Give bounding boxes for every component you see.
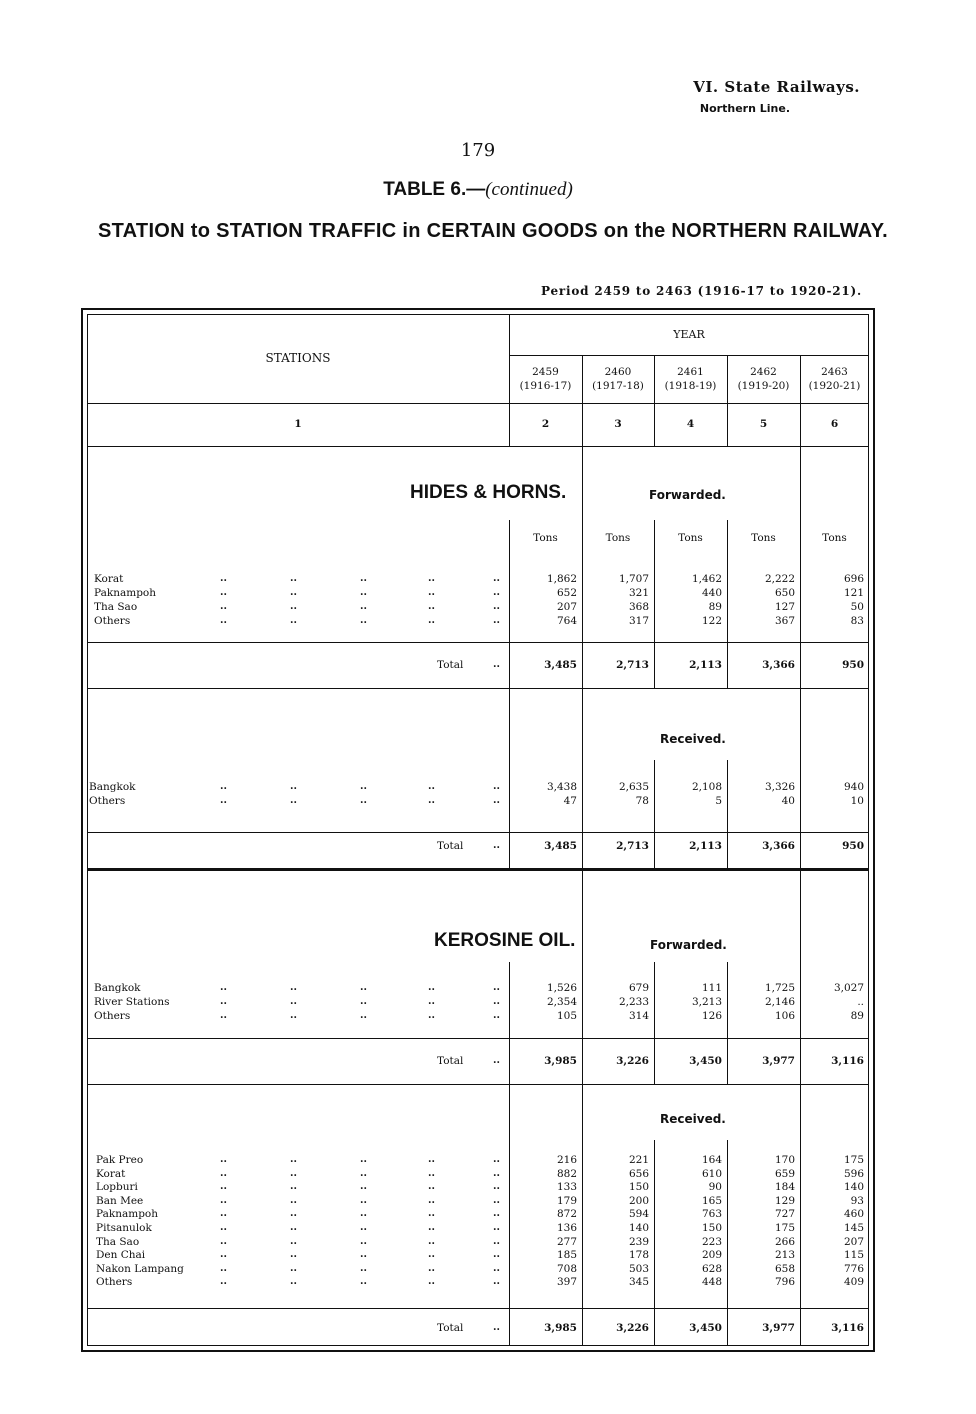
- total-divider: [87, 832, 869, 833]
- col-number: 2: [541, 418, 550, 430]
- total-cell: 3,226: [616, 1322, 649, 1334]
- leader-dots: ..: [493, 1181, 500, 1193]
- table-cell: 221: [628, 1154, 649, 1166]
- table-cell: 3,326: [764, 781, 795, 793]
- station-name: Lopburi: [96, 1181, 138, 1194]
- total-cell: 3,485: [544, 659, 577, 671]
- table-cell: 277: [556, 1235, 577, 1248]
- leader-dots: ..: [493, 1235, 500, 1247]
- category-title: HIDES & HORNS.: [410, 482, 567, 503]
- table-cell: 140: [628, 1222, 649, 1234]
- leader-dots: ..: [493, 1055, 500, 1066]
- total-cell: 3,366: [762, 840, 795, 852]
- leader-dots: ..: [290, 1235, 297, 1247]
- table-cell: 179: [556, 1194, 577, 1207]
- table-cell: 1,526: [546, 982, 577, 994]
- table-cell: 321: [628, 587, 649, 599]
- table-cell: 368: [628, 601, 649, 613]
- leader-dots: ..: [290, 615, 297, 626]
- stations-header: STATIONS: [265, 351, 331, 365]
- leader-dots: ..: [220, 1194, 227, 1206]
- leader-dots: ..: [360, 1276, 367, 1288]
- table-cell: 10: [850, 795, 864, 807]
- table-cell: 185: [556, 1249, 577, 1262]
- leader-dots: ..: [290, 996, 297, 1007]
- table-cell: 2,635: [618, 781, 649, 793]
- table-cell: 165: [701, 1194, 722, 1207]
- leader-dots: ..: [428, 1222, 435, 1233]
- table-cell: 397: [556, 1276, 577, 1289]
- table-cell: 882: [556, 1167, 577, 1180]
- table-cell: 3,027: [833, 982, 864, 994]
- leader-dots: ..: [428, 1181, 435, 1193]
- table-cell: 448: [701, 1276, 722, 1289]
- received-label: Received.: [660, 1112, 726, 1126]
- leader-dots: ..: [493, 1154, 500, 1165]
- station-name: Tha Sao: [94, 601, 138, 613]
- leader-dots: ..: [220, 587, 227, 598]
- total-cell: 3,450: [689, 1055, 722, 1067]
- total-divider: [87, 1038, 869, 1039]
- table-cell: 121: [843, 587, 864, 599]
- table-cell: 503: [628, 1262, 649, 1275]
- period-label: Period 2459 to 2463 (1916-17 to 1920-21).: [540, 284, 862, 298]
- table-cell: 150: [628, 1181, 649, 1194]
- section-subtitle: Northern Line.: [699, 102, 790, 115]
- year-be: 2462: [750, 366, 777, 378]
- leader-dots: ..: [220, 601, 227, 612]
- table-cell: 126: [701, 1010, 722, 1022]
- table-cell: 872: [556, 1208, 577, 1221]
- col-number: 5: [759, 418, 768, 430]
- leader-dots: ..: [428, 781, 435, 792]
- table-cell: 650: [774, 587, 795, 599]
- leader-dots: ..: [428, 601, 435, 612]
- leader-dots: ..: [428, 795, 435, 806]
- table-cell: 2,222: [764, 573, 795, 585]
- table-cell: 594: [628, 1208, 649, 1221]
- leader-dots: ..: [493, 573, 500, 584]
- leader-dots: ..: [493, 1262, 500, 1274]
- leader-dots: ..: [360, 1154, 367, 1165]
- total-cell: 3,985: [544, 1322, 577, 1334]
- leader-dots: ..: [220, 1262, 227, 1274]
- section-title: VI. State Railways.: [693, 78, 860, 96]
- year-be: 2461: [677, 366, 704, 378]
- leader-dots: ..: [220, 795, 227, 806]
- received-label: Received.: [660, 732, 726, 746]
- table-cell: 764: [556, 615, 577, 627]
- leader-dots: ..: [290, 573, 297, 584]
- table-cell: 90: [708, 1181, 722, 1194]
- table-cell: 679: [628, 982, 649, 994]
- table-cell: 940: [843, 781, 864, 793]
- table-cell: 89: [708, 601, 722, 613]
- table-cell: 317: [628, 615, 649, 627]
- page-number: 179: [460, 140, 496, 161]
- table-cell: 89: [850, 1010, 864, 1022]
- table-cell: 106: [774, 1010, 795, 1022]
- leader-dots: ..: [220, 1249, 227, 1261]
- total-cell: 3,985: [544, 1055, 577, 1067]
- station-name: Korat: [94, 573, 124, 585]
- leader-dots: ..: [220, 1276, 227, 1288]
- year-ce: (1916-17): [519, 380, 572, 392]
- forwarded-label: Forwarded.: [650, 938, 727, 952]
- leader-dots: ..: [428, 982, 435, 993]
- leader-dots: ..: [220, 1181, 227, 1193]
- table-cell: 2,354: [546, 996, 577, 1008]
- table-cell: 127: [774, 601, 795, 613]
- table-cell: 164: [701, 1154, 722, 1166]
- total-cell: 3,116: [831, 1055, 864, 1067]
- station-name: Others: [96, 1276, 133, 1289]
- total-label: Total: [437, 1055, 464, 1067]
- table-cell: 1,707: [618, 573, 649, 585]
- leader-dots: ..: [360, 1249, 367, 1261]
- year-ce: (1917-18): [592, 380, 644, 392]
- year-ce: (1918-19): [664, 380, 717, 392]
- col-number: 1: [294, 418, 302, 430]
- table-cell: 628: [701, 1262, 722, 1275]
- table-cell: 178: [628, 1249, 649, 1262]
- unit-label: Tons: [533, 532, 558, 544]
- table-cell: 696: [843, 573, 864, 585]
- total-label: Total: [437, 1322, 464, 1334]
- table-cell: 175: [774, 1222, 795, 1234]
- year-header: YEAR: [673, 328, 705, 341]
- table-cell: 658: [774, 1262, 795, 1275]
- leader-dots: ..: [220, 781, 227, 792]
- leader-dots: ..: [220, 573, 227, 584]
- station-name: Nakon Lampang: [96, 1262, 184, 1275]
- leader-dots: ..: [290, 1181, 297, 1193]
- table-cell: 345: [628, 1276, 649, 1289]
- leader-dots: ..: [493, 1194, 500, 1206]
- leader-dots: ..: [493, 615, 500, 626]
- table-cell: 409: [843, 1276, 864, 1289]
- leader-dots: ..: [360, 573, 367, 584]
- table-cell: 150: [701, 1222, 722, 1234]
- total-cell: 2,713: [616, 840, 649, 852]
- leader-dots: ..: [428, 996, 435, 1007]
- table-cell: 213: [774, 1249, 795, 1262]
- section-divider: [87, 1084, 869, 1085]
- station-name: Bangkok: [94, 982, 141, 994]
- station-name: Others: [89, 795, 126, 807]
- table-cell: 129: [774, 1194, 795, 1207]
- table-cell: 776: [843, 1262, 864, 1275]
- year-divider: [509, 355, 869, 356]
- leader-dots: ..: [220, 1167, 227, 1179]
- leader-dots: ..: [493, 1208, 500, 1220]
- unit-label: Tons: [822, 532, 847, 544]
- total-cell: 3,977: [762, 1322, 795, 1334]
- col-number: 4: [686, 418, 695, 430]
- leader-dots: ..: [493, 996, 500, 1007]
- leader-dots: ..: [428, 1235, 435, 1247]
- leader-dots: ..: [493, 781, 500, 792]
- year-ce: (1920-21): [808, 380, 861, 392]
- section-divider: [87, 688, 869, 689]
- col-line: [509, 688, 510, 832]
- leader-dots: ..: [360, 1010, 367, 1021]
- year-be: 2460: [604, 366, 632, 378]
- leader-dots: ..: [428, 1262, 435, 1274]
- total-cell: 3,366: [762, 659, 795, 671]
- total-cell: 3,116: [831, 1322, 864, 1334]
- leader-dots: ..: [428, 1154, 435, 1165]
- leader-dots: ..: [428, 1010, 435, 1021]
- header-divider: [87, 403, 869, 404]
- col-line: [582, 688, 583, 832]
- leader-dots: ..: [428, 1276, 435, 1288]
- leader-dots: ..: [290, 1194, 297, 1206]
- table-cell: 3,213: [691, 996, 722, 1008]
- leader-dots: ..: [493, 1276, 500, 1288]
- table-cell: 727: [774, 1208, 795, 1221]
- leader-dots: ..: [290, 982, 297, 993]
- table-cell: 239: [628, 1235, 649, 1248]
- table-label: [0, 179, 956, 201]
- total-divider: [87, 1308, 869, 1309]
- table-cell: 266: [774, 1235, 795, 1248]
- category-title: KEROSINE OIL.: [434, 930, 576, 951]
- year-ce: (1919-20): [737, 380, 790, 392]
- table-cell: 207: [556, 601, 577, 613]
- leader-dots: ..: [493, 1249, 500, 1261]
- station-name: Tha Sao: [96, 1235, 140, 1248]
- leader-dots: ..: [493, 795, 500, 806]
- total-cell: 3,450: [689, 1322, 722, 1334]
- leader-dots: ..: [360, 1208, 367, 1220]
- total-cell: 950: [842, 659, 864, 671]
- total-cell: 2,113: [689, 659, 722, 671]
- leader-dots: ..: [290, 795, 297, 806]
- category-divider: [87, 868, 869, 871]
- table-cell: 136: [556, 1222, 577, 1234]
- year-be: 2463: [821, 366, 848, 378]
- leader-dots: ..: [428, 1194, 435, 1206]
- total-cell: 3,485: [544, 840, 577, 852]
- total-label: Total: [437, 840, 464, 852]
- table-cell: 50: [850, 601, 864, 613]
- unit-label: Tons: [605, 532, 631, 544]
- leader-dots: ..: [220, 982, 227, 993]
- station-name: Paknampoh: [94, 587, 157, 599]
- table-cell: 2,233: [618, 996, 649, 1008]
- leader-dots: ..: [428, 1167, 435, 1179]
- station-name: Others: [94, 1010, 131, 1022]
- table-cell: 610: [701, 1167, 722, 1180]
- leader-dots: ..: [360, 1167, 367, 1179]
- leader-dots: ..: [220, 615, 227, 626]
- leader-dots: ..: [360, 601, 367, 612]
- table-cell: 796: [774, 1276, 795, 1289]
- leader-dots: ..: [493, 840, 500, 851]
- leader-dots: ..: [360, 1181, 367, 1193]
- leader-dots: ..: [493, 659, 500, 670]
- total-label: Total: [437, 659, 464, 671]
- col-number: 3: [614, 418, 622, 430]
- unit-label: Tons: [751, 532, 776, 544]
- leader-dots: ..: [493, 1322, 500, 1333]
- leader-dots: ..: [493, 1167, 500, 1179]
- table-cell: 1,462: [691, 573, 722, 585]
- leader-dots: ..: [360, 1262, 367, 1274]
- leader-dots: ..: [220, 996, 227, 1007]
- station-name: Pitsanulok: [96, 1222, 152, 1234]
- table-cell: 83: [850, 615, 864, 627]
- table-cell: 2,108: [691, 781, 722, 793]
- table-cell: 652: [556, 587, 577, 599]
- leader-dots: ..: [428, 615, 435, 626]
- leader-dots: ..: [428, 1249, 435, 1261]
- leader-dots: ..: [360, 795, 367, 806]
- total-cell: 950: [842, 840, 864, 852]
- station-name: Pak Preo: [96, 1154, 144, 1166]
- table-cell: 5: [715, 795, 722, 807]
- year-be: 2459: [532, 366, 559, 378]
- table-cell: 209: [701, 1249, 722, 1262]
- table-cell: 122: [701, 615, 722, 627]
- table-cell: 2,146: [764, 996, 795, 1008]
- table-cell: 170: [774, 1154, 795, 1166]
- table-cell: 708: [556, 1262, 577, 1275]
- table-cell: ..: [857, 996, 864, 1008]
- table-heading: STATION to STATION TRAFFIC in CERTAIN GOODS on the NORTHERN RAILWAY.: [98, 220, 888, 242]
- leader-dots: ..: [360, 615, 367, 626]
- leader-dots: ..: [428, 573, 435, 584]
- table-cell: 115: [843, 1249, 864, 1262]
- leader-dots: ..: [360, 996, 367, 1007]
- table-cell: 140: [843, 1181, 864, 1194]
- table-cell: 105: [556, 1010, 577, 1022]
- leader-dots: ..: [290, 1208, 297, 1220]
- leader-dots: ..: [493, 1222, 500, 1233]
- table-cell: 93: [850, 1194, 864, 1207]
- leader-dots: ..: [493, 1010, 500, 1021]
- station-name: Paknampoh: [96, 1208, 159, 1221]
- total-cell: 3,226: [616, 1055, 649, 1067]
- leader-dots: ..: [290, 1222, 297, 1233]
- col-number: 6: [830, 418, 839, 430]
- leader-dots: ..: [493, 982, 500, 993]
- col-line: [800, 688, 801, 832]
- table-cell: 223: [701, 1235, 722, 1248]
- leader-dots: ..: [290, 1276, 297, 1288]
- unit-label: Tons: [678, 532, 703, 544]
- leader-dots: ..: [290, 1262, 297, 1274]
- leader-dots: ..: [360, 1235, 367, 1247]
- station-name: Bangkok: [89, 781, 136, 793]
- station-name: Ban Mee: [96, 1194, 144, 1207]
- leader-dots: ..: [428, 587, 435, 598]
- leader-dots: ..: [220, 1222, 227, 1233]
- table-cell: 145: [843, 1222, 864, 1234]
- table-cell: 367: [774, 615, 795, 627]
- leader-dots: ..: [220, 1010, 227, 1021]
- table-cell: 200: [628, 1194, 649, 1207]
- table-cell: 78: [635, 795, 649, 807]
- table-cell: 175: [843, 1154, 864, 1166]
- table-cell: 656: [628, 1167, 649, 1180]
- table-number: TABLE 6.—: [383, 179, 486, 200]
- table-cell: 659: [774, 1167, 795, 1180]
- leader-dots: ..: [493, 587, 500, 598]
- table-cell: 460: [843, 1208, 864, 1221]
- table-cell: 3,438: [546, 781, 577, 793]
- table-cell: 133: [556, 1181, 577, 1194]
- leader-dots: ..: [493, 601, 500, 612]
- leader-dots: ..: [360, 1194, 367, 1206]
- leader-dots: ..: [360, 587, 367, 598]
- table-cell: 440: [701, 587, 722, 599]
- leader-dots: ..: [290, 1167, 297, 1179]
- leader-dots: ..: [290, 601, 297, 612]
- table-cell: 111: [701, 982, 722, 994]
- leader-dots: ..: [360, 781, 367, 792]
- station-name: River Stations: [94, 996, 170, 1008]
- leader-dots: ..: [290, 781, 297, 792]
- station-name: Korat: [96, 1167, 126, 1180]
- leader-dots: ..: [290, 1010, 297, 1021]
- leader-dots: ..: [360, 982, 367, 993]
- table-cell: 47: [563, 795, 577, 807]
- table-cell: 216: [556, 1154, 577, 1166]
- table-cell: 596: [843, 1167, 864, 1180]
- total-divider: [87, 642, 869, 643]
- table-cell: 40: [781, 795, 795, 807]
- total-cell: 3,977: [762, 1055, 795, 1067]
- leader-dots: ..: [428, 1208, 435, 1220]
- station-name: Den Chai: [96, 1249, 146, 1262]
- station-name: Others: [94, 615, 131, 627]
- leader-dots: ..: [290, 1154, 297, 1165]
- table-cell: 314: [628, 1010, 649, 1022]
- table-cell: 207: [843, 1235, 864, 1248]
- table-continued: (continued): [485, 179, 573, 200]
- leader-dots: ..: [290, 587, 297, 598]
- total-cell: 2,713: [616, 659, 649, 671]
- forwarded-label: Forwarded.: [649, 488, 726, 502]
- leader-dots: ..: [220, 1235, 227, 1247]
- table-cell: 1,862: [546, 573, 577, 585]
- colnum-divider: [87, 446, 869, 447]
- leader-dots: ..: [290, 1249, 297, 1261]
- leader-dots: ..: [220, 1208, 227, 1220]
- total-cell: 2,113: [689, 840, 722, 852]
- leader-dots: ..: [360, 1222, 367, 1233]
- table-cell: 763: [701, 1208, 722, 1221]
- leader-dots: ..: [220, 1154, 227, 1165]
- table-cell: 1,725: [764, 982, 795, 994]
- table-cell: 184: [774, 1181, 795, 1194]
